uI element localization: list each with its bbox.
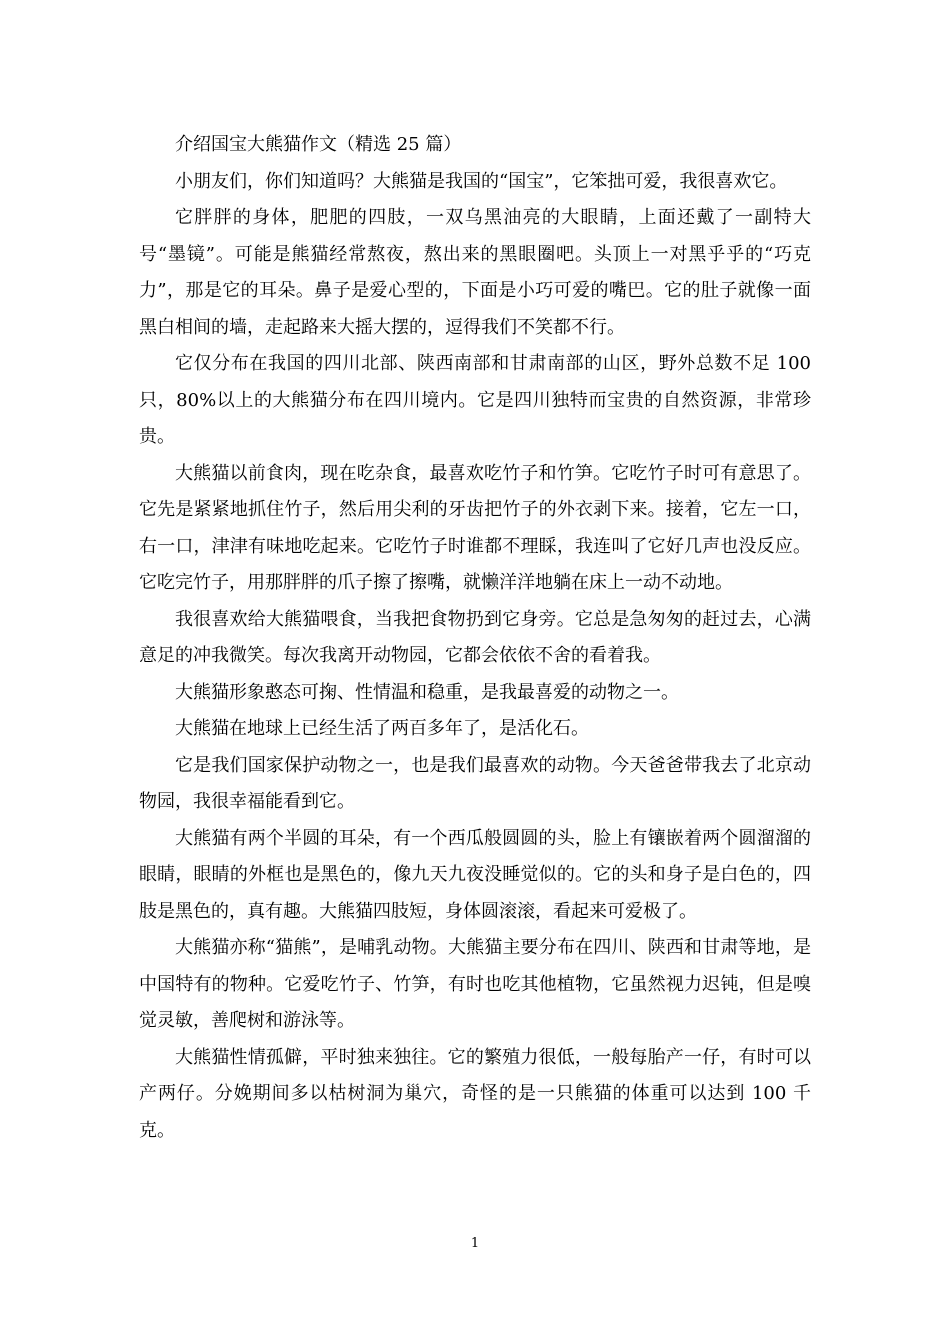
paragraph-10: 大熊猫亦称“猫熊”，是哺乳动物。大熊猫主要分布在四川、陕西和甘肃等地，是中国特有的物种。它爱吃竹子、竹笋，有时也吃其他植物，它虽然视力迟钝，但是嗅觉灵敏，善爬树和游泳等。 xyxy=(139,937,811,1031)
paragraph-2: 它胖胖的身体，肥肥的四肢，一双乌黑油亮的大眼睛，上面还戴了一副特大号“墨镜”。可能是熊猫经常熬夜，熬出来的黑眼圈吧。头顶上一对黑乎乎的“巧克力”，那是它的耳朵。鼻子是爱心型的，下面是小巧可爱的嘴巴。它的肚子就像一面黑白相间的墙，走起路来大摇大摆的，逗得我们不笑都不行。 xyxy=(139,207,811,338)
paragraph-8: 它是我们国家保护动物之一，也是我们最喜欢的动物。今天爸爸带我去了北京动物园，我很幸福能看到它。 xyxy=(139,754,811,812)
document-title: 介绍国宝大熊猫作文（精选 25 篇） xyxy=(175,134,462,155)
document-body xyxy=(139,127,811,1149)
paragraph-5: 我很喜欢给大熊猫喂食，当我把食物扔到它身旁。它总是急匆匆的赶过去，心满意足的冲我微笑。每次我离开动物园，它都会依依不舍的看着我。 xyxy=(139,608,811,666)
paragraph-4: 大熊猫以前食肉，现在吃杂食，最喜欢吃竹子和竹笋。它吃竹子时可有意思了。它先是紧紧地抓住竹子，然后用尖利的牙齿把竹子的外衣剥下来。接着，它左一口，右一口，津津有味地吃起来。它吃竹子时谁都不理睬，我连叫了它好几声也没反应。它吃完竹子，用那胖胖的爪子擦了擦嘴，就懒洋洋地躺在床上一动不动地。 xyxy=(139,462,811,593)
paragraph-1: 小朋友们，你们知道吗？大熊猫是我国的“国宝”，它笨拙可爱，我很喜欢它。 xyxy=(175,170,788,192)
paragraph-6: 大熊猫形象憨态可掬、性情温和稳重，是我最喜爱的动物之一。 xyxy=(175,681,679,703)
paragraph-7: 大熊猫在地球上已经生活了两百多年了，是活化石。 xyxy=(175,718,589,739)
paragraph-9: 大熊猫有两个半圆的耳朵，有一个西瓜般圆圆的头，脸上有镶嵌着两个圆溜溜的眼睛，眼睛的外框也是黑色的，像九天九夜没睡觉似的。它的头和身子是白色的，四肢是黑色的，真有趣。大熊猫四肢短，身体圆滚滚，看起来可爱极了。 xyxy=(139,827,811,922)
page-number: 1 xyxy=(470,1236,480,1251)
paragraph-3: 它仅分布在我国的四川北部、陕西南部和甘肃南部的山区，野外总数不足 100 只，80%以上的大熊猫分布在四川境内。它是四川独特而宝贵的自然资源，非常珍贵。 xyxy=(139,353,811,447)
paragraph-11: 大熊猫性情孤僻，平时独来独往。它的繁殖力很低，一般每胎产一仔，有时可以产两仔。分娩期间多以枯树洞为巢穴，奇怪的是一只熊猫的体重可以达到 100 千克。 xyxy=(139,1046,811,1141)
